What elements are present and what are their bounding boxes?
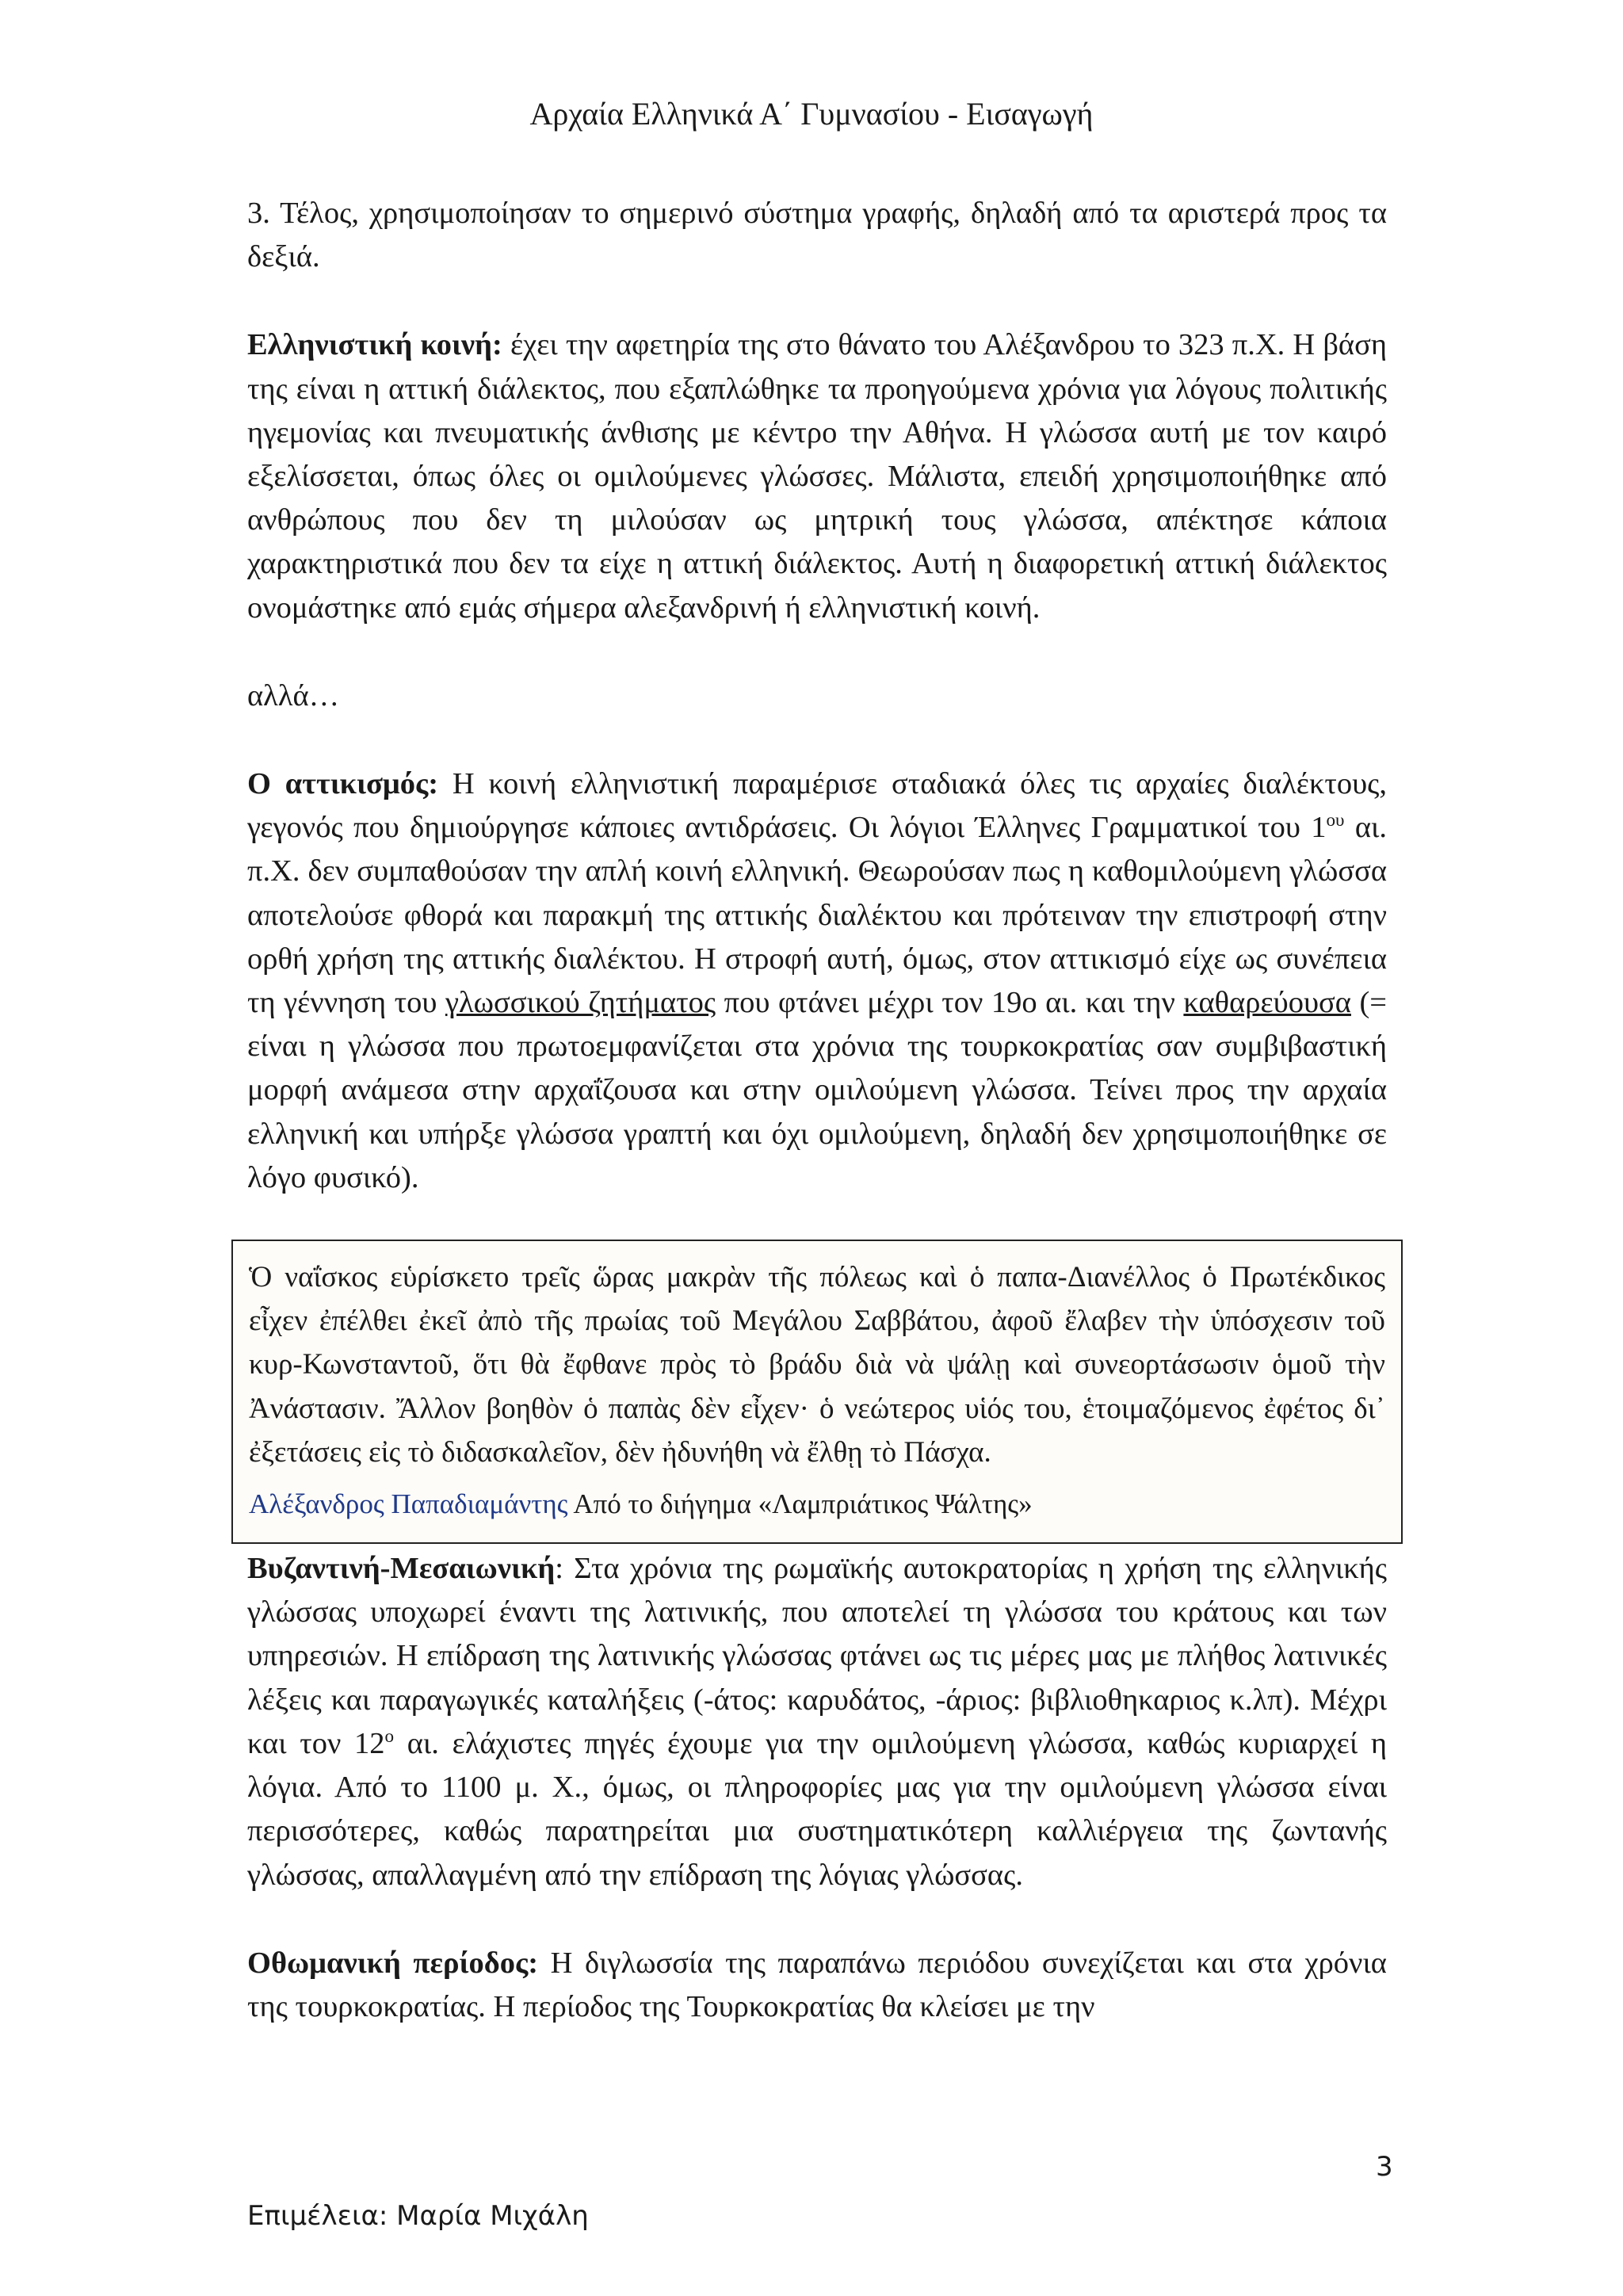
byzantine-text-1: : Στα χρόνια της ρωμαϊκής αυτοκρατορίας η χρήση της ελληνικής γλώσσας υποχωρεί έναντι της λατινικής, που αποτελεί τη γλώσσα του κράτους και των υπηρεσιών. Η επίδραση της λατινικής γλώσσας φτάνει ως τις μέρες μας με πλήθος λατινικές λέξεις και παραγωγικές καταλήξεις (-άτος: καρυδάτος, -άριος: βιβλιοθηκαριος κ.λπ). Μέχρι και τον 12 [247, 1552, 1387, 1760]
byzantine-text-2: αι. ελάχιστες πηγές έχουμε για την ομιλούμενη γλώσσα, καθώς κυριαρχεί η λόγια. Από το 1100 μ. Χ., όμως, οι πληροφορίες μας για την ομιλούμενη γλώσσα είναι περισσότερες, καθώς παρατηρείται μια συστηματικότερη καλλιέργεια της ζωντανής γλώσσας, απαλλαγμένη από την επίδραση της λόγιας γλώσσας. [247, 1726, 1387, 1892]
page-header: Αρχαία Ελληνικά Α΄ Γυμνασίου - Εισαγωγή [529, 96, 1094, 132]
term-ottoman: Οθωμανική περίοδος: [247, 1946, 539, 1980]
atticism-text-4: (= είναι η γλώσσα που πρωτοεμφανίζεται στα χρόνια της τουρκοκρατίας σαν συμβιβαστική μορφή ανάμεσα στην αρχαΐζουσα και στην ομιλούμενη γλώσσα. Τείνει προς την αρχαία ελληνική και υπήρξε γλώσσα γραπτή και όχι ομιλούμενη, δηλαδή δεν χρησιμοποιήθηκε σε λόγο φυσικό). [247, 986, 1387, 1194]
atticism-text-3: που φτάνει μέχρι τον 19ο αι. και την [716, 986, 1184, 1020]
atticism-superscript: ου [1326, 809, 1345, 831]
page-number: 3 [1376, 2151, 1393, 2183]
quote-author: Αλέξανδρος Παπαδιαμάντης [249, 1488, 568, 1520]
page-footer-editor: Επιμέλεια: Μαρία Μιχάλη [247, 2200, 589, 2232]
ottoman-text: Η διγλωσσία της παραπάνω περιόδου συνεχίζεται και στα χρόνια της τουρκοκρατίας. Η περίοδος της Τουρκοκρατίας θα κλείσει με την [247, 1946, 1387, 2023]
paragraph-byzantine [247, 1547, 1387, 1897]
term-hellenistic-koine: Ελληνιστική κοινή: [247, 328, 502, 362]
paragraph-writing-direction: 3. Τέλος, χρησιμοποίησαν το σημερινό σύστημα γραφής, δηλαδή από τα αριστερά προς τα δεξιά. [247, 197, 1387, 274]
quote-source [249, 1484, 1385, 1525]
paragraph-ottoman [247, 1942, 1387, 2029]
koine-text: έχει την αφετηρία της στο θάνατο του Αλέξανδρου το 323 π.Χ. Η βάση της είναι η αττική διάλεκτος, που εξαπλώθηκε τα προηγούμενα χρόνια για λόγους πολιτικής ηγεμονίας και πνευματικής άνθισης με κέντρο την Αθήνα. Η γλώσσα αυτή με τον καιρό εξελίσσεται, όπως όλες οι ομιλούμενες γλώσσες. Μάλιστα, επειδή χρησιμοποιήθηκε από ανθρώπους που δεν τη μιλούσαν ως μητρική τους γλώσσα, απέκτησε κάποια χαρακτηριστικά που δεν τα είχε η αττική διάλεκτος. Αυτή η διαφορετική αττική διάλεκτος ονομάστηκε από εμάς σήμερα αλεξανδρινή ή ελληνιστική κοινή. [247, 328, 1387, 625]
atticism-text-2: αι. π.Χ. δεν συμπαθούσαν την απλή κοινή ελληνική. Θεωρούσαν πως η καθομιλούμενη γλώσσα αποτελούσε φθορά και παρακμή της αττικής διαλέκτου και πρότειναν την επιστροφή στην ορθή χρήση της αττικής διαλέκτου. Η στροφή αυτή, όμως, στον αττικισμό είχε ως συνέπεια τη γέννηση του [247, 811, 1387, 1020]
quote-text: Ὁ ναΐσκος εὑρίσκετο τρεῖς ὥρας μακρὰν τῆς πόλεως καὶ ὁ παπα-Διανέλλος ὁ Πρωτέκδικος εἶχεν ἐπέλθει ἐκεῖ ἀπὸ τῆς πρωίας τοῦ Μεγάλου Σαββάτου, ἀφοῦ ἔλαβεν τὴν ὑπόσχεσιν τοῦ κυρ-Κωνσταντοῦ, ὅτι θὰ ἔφθανε πρὸς τὸ βράδυ διὰ νὰ ψάλῃ καὶ συνεορτάσωσιν ὁμοῦ τὴν Ἀνάστασιν. Ἄλλον βοηθὸν ὁ παπὰς δὲν εἶχεν· ὁ νεώτερος υἱός του, ἑτοιμαζόμενος ἐφέτος δι᾽ ἐξετάσεις εἰς τὸ διδασκαλεῖον, δὲν ἠδυνήθη νὰ ἔλθῃ τὸ Πάσχα. [249, 1261, 1385, 1469]
katharevousa-link[interactable]: καθαρεύουσα [1183, 986, 1351, 1020]
paragraph-hellenistic-koine [247, 323, 1387, 629]
term-atticism: Ο αττικισμός: [247, 767, 439, 801]
atticism-text-1: Η κοινή ελληνιστική παραμέρισε σταδιακά όλες τις αρχαίες διαλέκτους, γεγονός που δημιούργησε κάποιες αντιδράσεις. Οι λόγιοι Έλληνες Γραμματικοί του 1 [247, 767, 1388, 845]
language-question-link[interactable]: γλωσσικού ζητήματος [445, 986, 716, 1020]
quote-box [231, 1240, 1403, 1544]
document-body [247, 192, 1387, 2029]
paragraph-but: αλλά… [247, 678, 340, 712]
term-byzantine: Βυζαντινή-Μεσαιωνική [247, 1552, 556, 1586]
byzantine-superscript: ο [384, 1725, 395, 1747]
quote-work: Από το διήγημα «Λαμπριάτικος Ψάλτης» [567, 1488, 1033, 1520]
paragraph-atticism [247, 762, 1387, 1200]
